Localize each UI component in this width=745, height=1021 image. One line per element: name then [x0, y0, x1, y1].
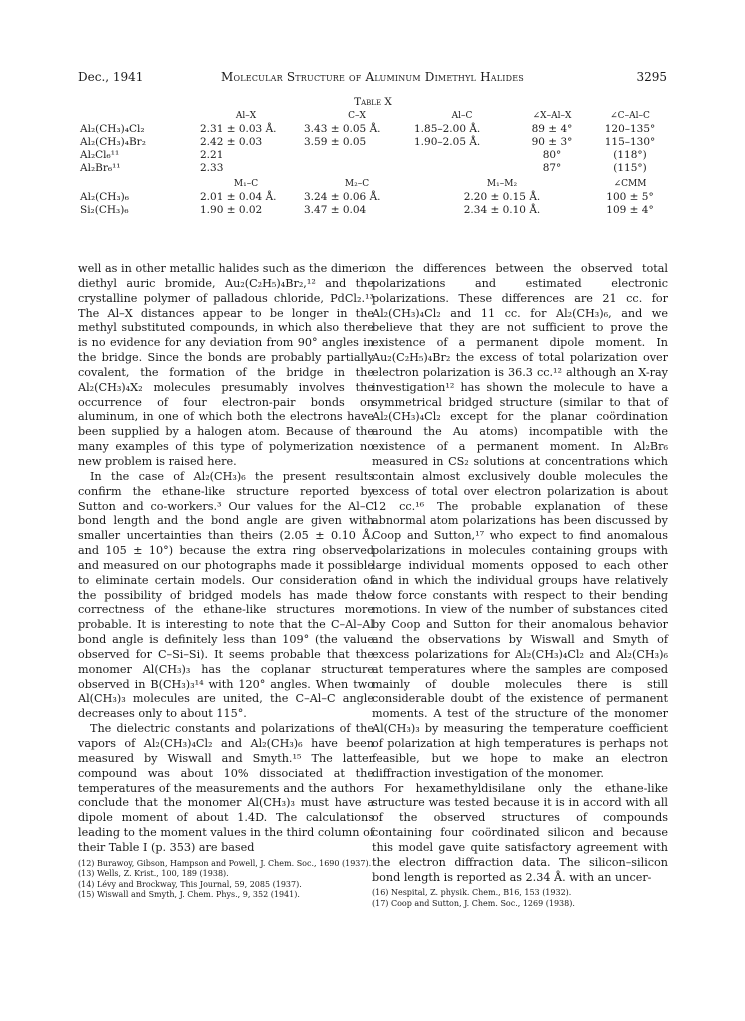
table-cell: 109 ± 4° [606, 204, 654, 216]
running-header [78, 70, 667, 88]
right-column [372, 262, 668, 909]
body-paragraph: For hexamethyldisilane only the ethane-like structure was tested because it is in accord with all of the observed structures of compounds containing four coördinated silicon and because this model gave quite satisfactory agreement with the electron diffraction data. The silicon–silicon bond length is reported as 2.34 Å. with an uncer- [372, 781, 668, 884]
table-cell: 2.34 ± 0.10 Å. [463, 204, 541, 216]
body-paragraph: well as in other metallic halides such as the dimeric diethyl auric bromide, Au₂(C₂H₅)₄Br₂,¹² and the crystalline polymer of palladous chloride, PdCl₂.¹³ The Al–X distances appear to be longer in the methyl substituted compounds, in which also there is no evidence for any deviation from 90° angles in the bridge. Since the bonds are probably partially covalent, the formation of the bridge in the Al₂(CH₃)₄X₂ molecules presumably involves the occurrence of four electron-pair bonds on aluminum, in one of which both the electrons have been supplied by a halogen atom. Because of the many examples of this type of polymerization no new problem is raised here. [78, 262, 374, 468]
footnotes [78, 859, 374, 901]
table-cell: 3.47 ± 0.04 [304, 204, 367, 216]
column-header: M₁–M₂ [486, 179, 518, 189]
table-cell [302, 162, 412, 175]
table-cell: (118°) [613, 149, 647, 161]
column-header: C–X [348, 111, 366, 121]
compound-name: Al₂(CH₃)₄Cl₂ [80, 123, 145, 135]
table-cell: 90 ± 3° [531, 136, 573, 148]
footnote: (13) Wells, Z. Krist., 100, 189 (1938). [78, 869, 229, 879]
column-header: ∠X–Al–X [532, 111, 572, 121]
table-row [78, 191, 668, 204]
left-column [78, 262, 374, 901]
compound-name: Al₂Cl₆¹¹ [80, 149, 120, 161]
header-date: Dec., 1941 [78, 70, 144, 84]
column-header: ∠C–Al–C [610, 111, 650, 121]
table-x [78, 96, 668, 217]
table-cell: 2.20 ± 0.15 Å. [463, 191, 541, 203]
table-row [78, 204, 668, 217]
compound-name: Si₂(CH₃)₆ [80, 204, 129, 216]
table-cell: 100 ± 5° [606, 191, 654, 203]
table-cell: 87° [542, 162, 562, 174]
footnotes [372, 888, 668, 909]
table-cell: 2.01 ± 0.04 Å. [200, 191, 277, 203]
table-cell: 3.24 ± 0.06 Å. [304, 191, 381, 203]
column-header: ∠CMM [613, 179, 647, 189]
header-title: Molecular Structure of Aluminum Dimethyl Halides [221, 70, 524, 84]
body-paragraph: In the case of Al₂(CH₃)₆ the present results confirm the ethane-like structure reported by Sutton and co-workers.³ Our values for the Al–C bond length and the bond angle are given with smaller uncertainties than theirs (2.05 ± 0.10 Å. and 105 ± 10°) because the extra ring observed and measured on our photographs made it possible to eliminate certain models. Our consideration of the possibility of bridged models has made the correctness of the ethane-like structures more probable. It is interesting to note that the C–Al–Al bond angle is definitely less than 109° (the value observed for C–Si–Si). It seems probable that the monomer Al(CH₃)₃ has the coplanar structure observed in B(CH₃)₃¹⁴ with 120° angles. When two Al(CH₃)₃ molecules are united, the C–Al–C angle decreases only to about 115°. [78, 469, 374, 721]
column-header: Al–C [451, 111, 473, 121]
table-cell: 3.59 ± 0.05 [304, 136, 367, 148]
column-header: Al–X [235, 111, 257, 121]
table-header-row [78, 110, 668, 123]
table-cell: 3.43 ± 0.05 Å. [304, 123, 381, 135]
table-cell: 1.85–2.00 Å. [414, 123, 481, 135]
compound-name: Al₂(CH₃)₄Br₂ [80, 136, 146, 148]
table-cell: 1.90–2.05 Å. [414, 136, 481, 148]
table-cell: 80° [542, 149, 562, 161]
compound-name: Al₂(CH₃)₆ [80, 191, 129, 203]
table-cell [412, 162, 512, 175]
table-row [78, 162, 668, 175]
footnote: (14) Lévy and Brockway, This Journal, 59, 2085 (1937). [78, 879, 302, 889]
compound-name: Al₂Br₆¹¹ [80, 162, 121, 174]
page-number: 3295 [636, 70, 667, 84]
table-title: Table X [354, 96, 392, 108]
table-cell: 89 ± 4° [531, 123, 573, 135]
table-header-row [78, 178, 668, 191]
table-cell [412, 149, 512, 162]
table-cell: 120–135° [604, 123, 656, 135]
column-header: M₁–C [233, 179, 259, 189]
body-paragraph: on the differences between the observed total polarizations and estimated electronic polarizations. These differences are 21 cc. for Al₂(CH₃)₄Cl₂ and 11 cc. for Al₂(CH₃)₆, and we believe that they are not sufficient to prove the existence of a permanent dipole moment. In Au₂(C₂H₅)₄Br₂ the excess of total polarization over electron polarization is 36.3 cc.¹² although an X-ray investigation¹² has shown the molecule to have a symmetrical bridged structure (similar to that of Al₂(CH₃)₄Cl₂ except for the planar coördination around the Au atoms) incompatible with the existence of a permanent moment. In Al₂Br₆ measured in CS₂ solutions at concentrations which contain almost exclusively double molecules the excess of total over electron polarization is about 12 cc.¹⁶ The probable explanation of these abnormal atom polarizations has been discussed by Coop and Sutton,¹⁷ who expect to find anomalous polarizations in molecules containing groups with large individual moments opposed to each other and in which the individual groups have relatively low force constants with respect to their bending motions. In view of the number of substances cited by Coop and Sutton for their anomalous behavior and the observations by Wiswall and Smyth of excess polarizations for Al₂(CH₃)₄Cl₂ and Al₂(CH₃)₆ at temperatures where the samples are composed mainly of double molecules there is still considerable doubt of the existence of permanent moments. A test of the structure of the monomer Al(CH₃)₃ by measuring the temperature coefficient of polarization at high temperatures is perhaps not feasible, but we hope to make an electron diffraction investigation of the monomer. [372, 262, 668, 780]
table-cell: (115°) [613, 162, 647, 174]
body-paragraph: The dielectric constants and polarizations of the vapors of Al₂(CH₃)₄Cl₂ and Al₂(CH₃)₆ have been measured by Wiswall and Smyth.¹⁵ The latter compound was about 10% dissociated at the temperatures of the measurements and the authors conclude that the monomer Al(CH₃)₃ must have a dipole moment of about 1.4D. The calculations leading to the moment values in the third column of their Table I (p. 353) are based [78, 722, 374, 854]
table-cell: 115–130° [604, 136, 656, 148]
table-cell: 2.21 [200, 149, 224, 161]
structure-table [78, 110, 668, 217]
table-cell: 2.33 [200, 162, 224, 174]
table-cell: 1.90 ± 0.02 [200, 204, 263, 216]
table-row [78, 123, 668, 136]
table-cell [302, 149, 412, 162]
footnote: (12) Burawoy, Gibson, Hampson and Powell, J. Chem. Soc., 1690 (1937). [78, 858, 372, 868]
footnote: (16) Nespital, Z. physik. Chem., B16, 153 (1932). [372, 888, 572, 898]
table-cell: 2.31 ± 0.03 Å. [200, 123, 277, 135]
table-row [78, 149, 668, 162]
table-cell: 2.42 ± 0.03 [200, 136, 263, 148]
table-row [78, 136, 668, 149]
footnote: (15) Wiswall and Smyth, J. Chem. Phys., 9, 352 (1941). [78, 890, 300, 900]
footnote: (17) Coop and Sutton, J. Chem. Soc., 1269 (1938). [372, 898, 575, 908]
column-header: M₂–C [344, 179, 370, 189]
